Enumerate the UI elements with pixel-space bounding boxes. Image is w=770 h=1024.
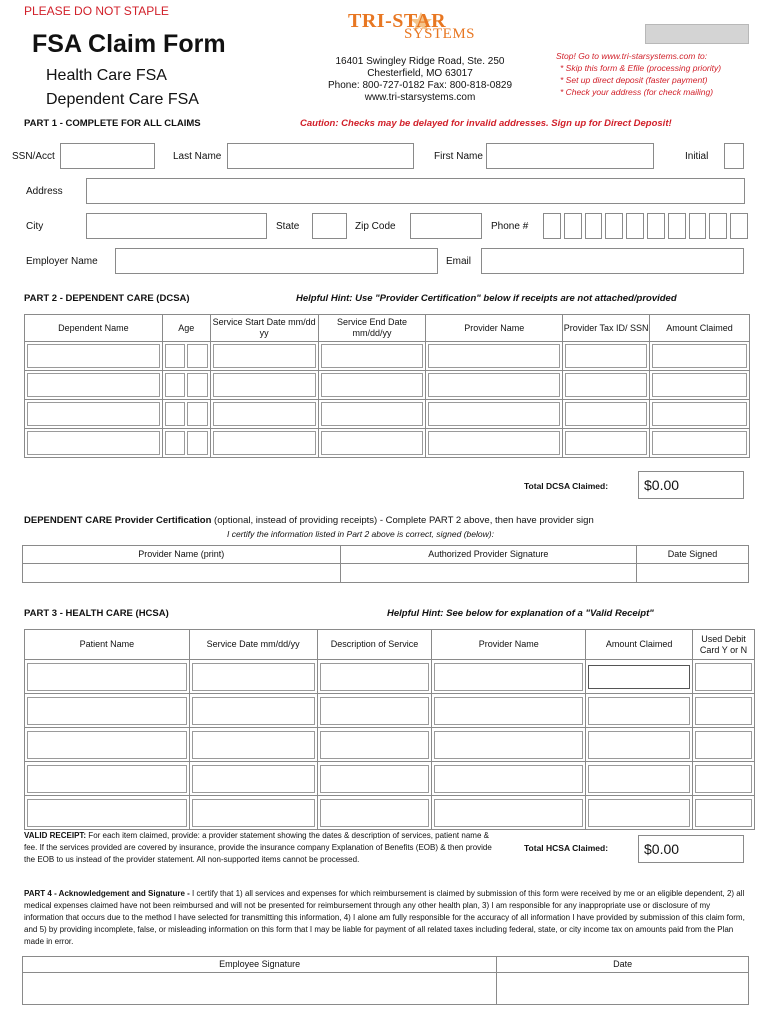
page-title: FSA Claim Form (32, 30, 226, 58)
stop-line: Stop! Go to www.tri-starsystems.com to: (556, 51, 708, 61)
employer-label: Employer Name (26, 256, 98, 267)
address-line1: 16401 Swingley Ridge Road, Ste. 250 (335, 56, 505, 67)
state-input[interactable] (312, 213, 347, 239)
provider-name-input[interactable] (434, 765, 583, 793)
table-row (25, 728, 755, 762)
part2-heading: PART 2 - DEPENDENT CARE (DCSA) (24, 293, 190, 304)
email-input[interactable] (481, 248, 744, 274)
dependent-name-input[interactable] (27, 344, 160, 368)
dependent-name-input[interactable] (27, 431, 160, 455)
part3-heading: PART 3 - HEALTH CARE (HCSA) (24, 608, 169, 619)
provider-tax-id-input[interactable] (565, 431, 647, 455)
age-input[interactable] (187, 431, 207, 455)
service-end-input[interactable] (321, 344, 424, 368)
amount-claimed-input[interactable] (588, 731, 690, 759)
part4-text: I certify that 1) all services and expenses for which reimbursement is claimed by submission of this form were received by me or an eligible dependent, 2) all medical expenses claimed have not been reimbursed and will not be presented for reimbursement through any other health plan, 3) I am responsible for any inappropriate use or disclosure of my information that occurs due to the method I have selected for transmitting this information, 4) I alone am fully responsible for the accuracy of all information I have provided by submission of this claim form, and 5) by providing incomplete, false, or misleading information on this form that I may be liable for payment of all related taxes including federal, state, or city income tax on amounts paid from the Plan made in error. (24, 889, 745, 946)
debit-card-input[interactable] (695, 697, 752, 725)
ssn-input[interactable] (60, 143, 155, 169)
amount-claimed-input[interactable] (652, 344, 747, 368)
col-used-debit-card: Used Debit Card Y or N (693, 630, 755, 660)
amount-claimed-input[interactable] (652, 373, 747, 397)
staple-note: PLEASE DO NOT STAPLE (24, 4, 169, 18)
address-line2: Chesterfield, MO 63017 (367, 68, 473, 79)
hcsa-total-field[interactable]: $0.00 (638, 835, 744, 863)
cert-table (22, 545, 749, 583)
city-label: City (26, 221, 44, 232)
col-date-signed: Date Signed (637, 546, 749, 564)
debit-card-input[interactable] (695, 731, 752, 759)
provider-name-input[interactable] (428, 431, 560, 455)
age-input[interactable] (165, 373, 185, 397)
subtitle-health: Health Care FSA (46, 67, 167, 84)
table-row (25, 371, 750, 400)
last-name-label: Last Name (173, 151, 222, 162)
col-patient-name: Patient Name (25, 630, 190, 660)
patient-name-input[interactable] (27, 697, 187, 725)
dependent-name-input[interactable] (27, 373, 160, 397)
caution-text: Caution: Checks may be delayed for invalid addresses. Sign up for Direct Deposit! (300, 118, 672, 129)
table-row (25, 694, 755, 728)
col-provider-name-print: Provider Name (print) (23, 546, 341, 564)
part1-heading: PART 1 - COMPLETE FOR ALL CLAIMS (24, 118, 201, 129)
age-input[interactable] (187, 373, 207, 397)
first-name-label: First Name (434, 151, 483, 162)
barcode-box (645, 24, 749, 44)
col-age: Age (162, 315, 210, 342)
stop-notice (554, 50, 721, 98)
description-input[interactable] (320, 765, 430, 793)
city-input[interactable] (86, 213, 267, 239)
patient-name-input[interactable] (27, 731, 187, 759)
col-service-date: Service Date mm/dd/yy (189, 630, 317, 660)
col-description: Description of Service (317, 630, 432, 660)
phone-label: Phone # (491, 221, 529, 232)
col-employee-signature: Employee Signature (23, 957, 497, 973)
description-input[interactable] (320, 799, 430, 827)
first-name-input[interactable] (486, 143, 654, 169)
stop-bullet-1: * Skip this form & Efile (processing priority) (560, 63, 722, 73)
stop-bullet-3: * Check your address (for check mailing) (560, 87, 714, 97)
service-end-input[interactable] (321, 373, 424, 397)
patient-name-input[interactable] (27, 799, 187, 827)
provider-signature-input[interactable] (340, 564, 637, 583)
table-row (25, 400, 750, 429)
cert-statement: I certify the information listed in Part 2 above is correct, signed (below): (227, 529, 494, 539)
hcsa-table (24, 629, 755, 830)
age-input[interactable] (187, 344, 207, 368)
col-provider-name: Provider Name (432, 630, 586, 660)
col-provider-tax-id: Provider Tax ID/ SSN (563, 315, 650, 342)
age-input[interactable] (165, 431, 185, 455)
service-date-input[interactable] (192, 731, 315, 759)
col-date: Date (497, 957, 749, 973)
part3-hint: Helpful Hint: See below for explanation of a "Valid Receipt" (387, 608, 654, 619)
provider-name-input[interactable] (428, 373, 560, 397)
service-end-input[interactable] (321, 402, 424, 426)
service-end-input[interactable] (321, 431, 424, 455)
patient-name-input[interactable] (27, 765, 187, 793)
part4-heading: PART 4 - Acknowledgement and Signature - (24, 889, 193, 898)
amount-claimed-input[interactable] (588, 665, 690, 689)
dcsa-total-label: Total DCSA Claimed: (524, 481, 609, 491)
description-input[interactable] (320, 731, 430, 759)
col-provider-signature: Authorized Provider Signature (340, 546, 637, 564)
service-start-input[interactable] (213, 431, 316, 455)
service-start-input[interactable] (213, 344, 316, 368)
col-service-end: Service End Date mm/dd/yy (318, 315, 426, 342)
debit-card-input[interactable] (695, 765, 752, 793)
cert-heading-rest: (optional, instead of providing receipts) - Complete PART 2 above, then have provider sign (211, 515, 594, 526)
provider-name-input[interactable] (434, 697, 583, 725)
subtitle-dependent: Dependent Care FSA (46, 91, 199, 108)
company-address (300, 56, 540, 104)
address-line4: www.tri-starsystems.com (364, 92, 476, 103)
employee-signature-table (22, 956, 749, 1005)
provider-name-print-input[interactable] (23, 564, 341, 583)
address-input[interactable] (86, 178, 745, 204)
logo-line1: TRI-STAR (348, 10, 447, 32)
email-label: Email (446, 256, 472, 267)
col-service-start: Service Start Date mm/dd yy (210, 315, 318, 342)
age-input[interactable] (187, 402, 207, 426)
provider-tax-id-input[interactable] (565, 373, 647, 397)
amount-claimed-input[interactable] (588, 799, 690, 827)
col-amount-claimed: Amount Claimed (650, 315, 750, 342)
signature-date-input[interactable] (497, 973, 749, 1005)
zip-label: Zip Code (355, 221, 396, 232)
state-label: State (276, 221, 300, 232)
description-input[interactable] (320, 697, 430, 725)
logo-line2: SYSTEMS (404, 26, 476, 42)
service-date-input[interactable] (192, 765, 315, 793)
company-logo (346, 10, 496, 46)
col-amount-claimed: Amount Claimed (586, 630, 693, 660)
phone-input[interactable] (543, 213, 748, 239)
cert-heading-bold: DEPENDENT CARE Provider Certification (24, 515, 212, 526)
provider-name-input[interactable] (434, 799, 583, 827)
employee-signature-input[interactable] (23, 973, 497, 1005)
zip-input[interactable] (410, 213, 482, 239)
initial-input[interactable] (724, 143, 744, 169)
amount-claimed-input[interactable] (588, 765, 690, 793)
service-date-input[interactable] (192, 663, 315, 691)
debit-card-input[interactable] (695, 663, 752, 691)
dcsa-table (24, 314, 750, 458)
table-row (25, 762, 755, 796)
patient-name-input[interactable] (27, 663, 187, 691)
service-start-input[interactable] (213, 402, 316, 426)
provider-tax-id-input[interactable] (565, 402, 647, 426)
date-signed-input[interactable] (637, 564, 749, 583)
last-name-input[interactable] (227, 143, 414, 169)
table-row (25, 342, 750, 371)
dependent-name-input[interactable] (27, 402, 160, 426)
ssn-label: SSN/Acct (12, 151, 55, 162)
hcsa-total-label: Total HCSA Claimed: (524, 843, 609, 853)
address-line3: Phone: 800-727-0182 Fax: 800-818-0829 (327, 80, 513, 91)
cert-heading (24, 515, 594, 526)
age-input[interactable] (165, 402, 185, 426)
amount-claimed-input[interactable] (652, 402, 747, 426)
table-row (25, 660, 755, 694)
description-input[interactable] (320, 663, 430, 691)
dcsa-total-field[interactable]: $0.00 (638, 471, 744, 499)
col-provider-name: Provider Name (426, 315, 563, 342)
service-date-input[interactable] (192, 799, 315, 827)
table-row (25, 796, 755, 830)
table-row (25, 429, 750, 458)
provider-name-input[interactable] (434, 731, 583, 759)
valid-receipt-bold: VALID RECEIPT: (24, 831, 87, 840)
part2-hint: Helpful Hint: Use "Provider Certification" below if receipts are not attached/provided (296, 293, 677, 304)
amount-claimed-input[interactable] (652, 431, 747, 455)
provider-name-input[interactable] (428, 402, 560, 426)
age-input[interactable] (165, 344, 185, 368)
debit-card-input[interactable] (695, 799, 752, 827)
service-date-input[interactable] (192, 697, 315, 725)
amount-claimed-input[interactable] (588, 697, 690, 725)
initial-label: Initial (685, 151, 709, 162)
address-label: Address (26, 186, 63, 197)
service-start-input[interactable] (213, 373, 316, 397)
employer-input[interactable] (115, 248, 438, 274)
provider-name-input[interactable] (434, 663, 583, 691)
valid-receipt-text: For each item claimed, provide: a provider statement showing the dates & description of services, patient name & fee. If the services provided are covered by insurance, provide the insurance company Explanation of Benefits (EOB) & then provide the EOB to us instead of the provider statement. All non-supported items cannot be processed. (24, 831, 492, 864)
provider-tax-id-input[interactable] (565, 344, 647, 368)
stop-bullet-2: * Set up direct deposit (faster payment) (560, 75, 708, 85)
provider-name-input[interactable] (428, 344, 560, 368)
part4-acknowledgement (24, 888, 750, 948)
col-dependent-name: Dependent Name (25, 315, 163, 342)
valid-receipt-note (24, 830, 504, 866)
